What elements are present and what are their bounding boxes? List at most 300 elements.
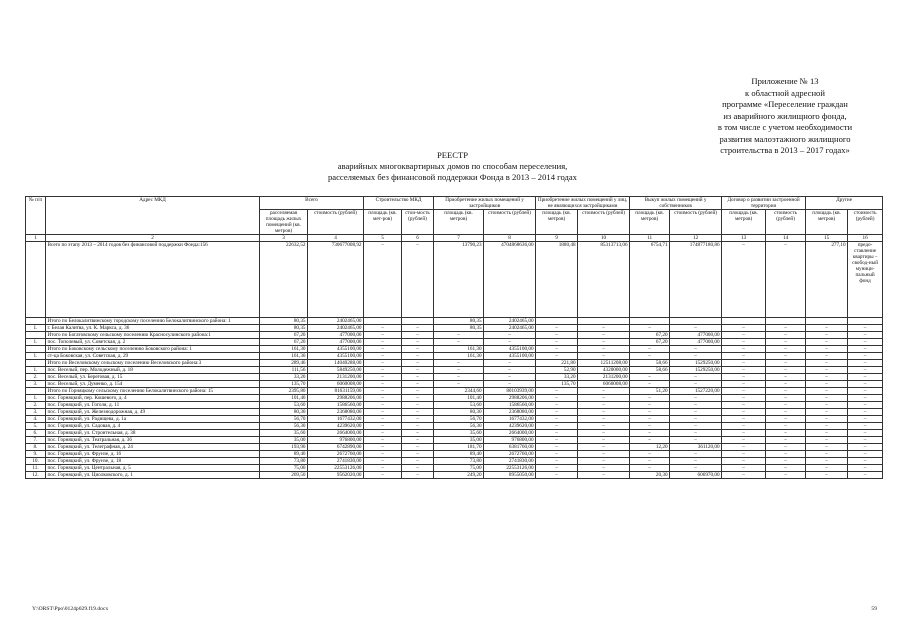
row-address: Итого по Боковскому сельскому поселению Боковского района: 1 [46,346,260,353]
table-cell: – [536,430,578,437]
table-cell: – [848,339,883,346]
table-cell: 1529250,00 [670,360,722,367]
table-cell: 80,35 [434,325,484,332]
table-cell: – [848,416,883,423]
table-cell: – [722,353,766,360]
table-body [26,197,883,479]
table-cell: – [484,367,536,374]
table-cell: – [766,332,806,339]
table-cell: – [722,409,766,416]
table-cell: 13790,23 [434,242,484,318]
table-cell: – [364,409,402,416]
table-cell: 35,60 [260,430,308,437]
header-contract: Договор о развитии застроенной территории [722,197,806,210]
table-cell: – [578,416,630,423]
table-cell [578,318,630,325]
table-cell: – [630,395,670,402]
appendix-line: строительства в 2013 – 2017 годах» [720,145,850,155]
table-cell: – [806,472,848,479]
table-cell: – [806,395,848,402]
table-cell: – [364,353,402,360]
column-number: 6 [402,235,434,242]
table-cell: 606970,00 [670,472,722,479]
table-cell: 477000,00 [308,339,364,346]
row-number [26,360,46,367]
table-cell: – [722,437,766,444]
table-cell: – [434,381,484,388]
table-cell: – [402,346,434,353]
table-cell: – [434,339,484,346]
table-cell: – [402,472,434,479]
table-cell: 53,60 [260,402,308,409]
table-cell: – [722,458,766,465]
table-cell: – [434,360,484,367]
table-cell: – [848,444,883,451]
table-cell: – [670,325,722,332]
table-cell: – [402,242,434,318]
subheader: стоимость (рублей) [308,210,364,235]
column-number: 3 [260,235,308,242]
table-cell: – [536,353,578,360]
table-cell: 2672760,00 [308,451,364,458]
table-cell [402,318,434,325]
table-cell: 976800,00 [308,437,364,444]
table-cell: – [806,325,848,332]
table-cell: 33,20 [536,374,578,381]
column-number: 13 [722,235,766,242]
column-number: 16 [848,235,883,242]
table-cell: – [364,374,402,381]
table-cell: – [536,437,578,444]
table-row [26,339,883,346]
column-number: 10 [578,235,630,242]
table-cell: 4239620,00 [308,423,364,430]
table-cell: – [722,451,766,458]
table-cell: – [806,339,848,346]
table-cell: – [806,353,848,360]
column-numbers-row [26,235,883,242]
row-address: пос. Веселый, ул. Береговая, д. 15 [46,374,260,381]
table-cell: 56,70 [260,416,308,423]
row-number: 12. [26,472,46,479]
table-cell: 58,66 [630,367,670,374]
row-number: 9. [26,451,46,458]
table-cell: 4355100,00 [308,353,364,360]
table-cell: – [806,402,848,409]
table-cell: – [630,451,670,458]
table-cell: 8955050,00 [484,472,536,479]
table-cell: – [536,458,578,465]
header-build: Строительство МКД [364,197,434,210]
row-number: 1. [26,325,46,332]
table-cell: 2988206,00 [308,395,364,402]
table-cell: – [766,444,806,451]
table-cell: 249,20 [434,472,484,479]
table-cell: – [722,374,766,381]
table-cell: – [670,423,722,430]
table-cell: – [848,360,883,367]
table-cell: – [536,346,578,353]
header-total: Всего [260,197,364,210]
table-cell: – [402,395,434,402]
table-cell: – [402,402,434,409]
row-address: ст-ца Боковская, ул. Советская, д. 29 [46,353,260,360]
table-cell: 75,00 [260,465,308,472]
table-cell: 289,46 [260,360,308,367]
table-cell: – [848,409,883,416]
table-cell: – [578,332,630,339]
row-address: Итого по Веселовскому сельскому поселению Веселовского района:3 [46,360,260,367]
table-cell: 161,30 [434,353,484,360]
row-number: 7. [26,437,46,444]
table-cell: – [578,465,630,472]
table-row [26,353,883,360]
table-cell: 161,30 [260,346,308,353]
table-cell: – [536,409,578,416]
table-cell: 6060008,00 [308,381,364,388]
table-cell: 174877180,86 [670,242,722,318]
table-cell: 52,90 [536,367,578,374]
table-cell: 89,40 [260,451,308,458]
table-cell: – [766,346,806,353]
table-cell: – [766,325,806,332]
table-cell: – [806,381,848,388]
row-number: 8. [26,444,46,451]
table-cell: – [848,423,883,430]
table-cell: 2402465,00 [308,318,364,325]
table-cell: – [536,339,578,346]
table-cell: – [630,346,670,353]
table-cell: – [848,437,883,444]
row-address: пос. Горняцкий, ул. Театральная, д. 36 [46,437,260,444]
table-cell: 1527220,00 [670,388,722,395]
table-row [26,332,883,339]
table-cell: – [848,332,883,339]
table-cell [630,318,670,325]
table-cell: – [578,346,630,353]
table-cell: – [806,444,848,451]
table-row [26,430,883,437]
row-address: пос. Горняцкий, ул. Гоголя, д. 11 [46,402,260,409]
table-cell: – [578,430,630,437]
table-cell: – [848,346,883,353]
table-cell: – [630,430,670,437]
table-cell: – [364,423,402,430]
table-cell: 14040288,00 [308,360,364,367]
table-cell: – [402,367,434,374]
subheader: стоимость (рублей) [670,210,722,235]
table-cell: 269,50 [260,472,308,479]
table-cell: 2131200,00 [308,374,364,381]
table-cell: – [806,458,848,465]
table-cell: – [402,409,434,416]
row-number: 2. [26,374,46,381]
table-cell: 58,66 [630,360,670,367]
table-cell: 6742890,00 [308,444,364,451]
table-cell: 67,20 [630,339,670,346]
table-cell: – [402,416,434,423]
row-address: пос. Веселый, ул. Думенко, д. 154 [46,381,260,388]
table-cell: 2395,80 [260,388,308,395]
table-cell: – [670,430,722,437]
row-address: пос. Горняцкий, ул. Садовая, д. 4 [46,423,260,430]
column-number: 9 [536,235,578,242]
table-cell: – [722,381,766,388]
table-cell: 73,80 [260,458,308,465]
table-cell: 5849250,00 [308,367,364,374]
table-cell: – [536,402,578,409]
subheader: расселяемая площадь жилых помещений (кв. метров) [260,210,308,235]
row-number: 5. [26,423,46,430]
table-cell: 22632,52 [260,242,308,318]
row-address: Итого по Богатовскому сельскому поселению Красносулинского района:1 [46,332,260,339]
table-cell: – [766,388,806,395]
table-cell: 277,10 [806,242,848,318]
table-cell: – [402,360,434,367]
row-number [26,346,46,353]
table-cell: – [364,458,402,465]
table-cell: 477000,00 [308,332,364,339]
table-cell: 2344,60 [434,388,484,395]
subheader: площадь (кв. метров) [722,210,766,235]
row-number: 11. [26,465,46,472]
table-cell: 9562020,00 [308,472,364,479]
table-cell: 477000,00 [670,339,722,346]
table-cell: – [484,374,536,381]
table-cell: – [402,339,434,346]
table-cell: – [848,451,883,458]
table-cell: – [578,423,630,430]
table-cell: 73,80 [434,458,484,465]
table-cell: – [578,339,630,346]
table-cell: 2988206,00 [484,395,536,402]
table-cell: – [670,409,722,416]
table-cell: 976800,00 [484,437,536,444]
table-cell: – [402,374,434,381]
table-cell: 1677432,00 [308,416,364,423]
table-cell [722,318,766,325]
table-cell: – [806,409,848,416]
table-cell: 101,40 [434,395,484,402]
table-cell: – [806,346,848,353]
row-address: пос. Горняцкий, ул. Фрунзе, д. 18 [46,458,260,465]
heading-line: расселяемых без финансовой поддержки Фонда в 2013 – 2014 годах [328,172,577,182]
table-cell: – [364,332,402,339]
table-cell: – [806,388,848,395]
header-buyout: Выкуп жилых помещений у собственников [630,197,722,210]
table-cell: 80,35 [434,318,484,325]
appendix-block [690,76,880,157]
table-cell: – [536,465,578,472]
header-address: Адрес МКД [46,197,260,235]
table-cell: – [806,416,848,423]
row-number [26,332,46,339]
table-cell: 161,30 [260,353,308,360]
table-cell: – [402,430,434,437]
row-address: пос. Веселый, пер. Молодежный, д. 18 [46,367,260,374]
table-cell: – [848,395,883,402]
subheader: стои-мость (рублей) [402,210,434,235]
table-cell: – [630,458,670,465]
table-row [26,318,883,325]
table-cell [536,318,578,325]
table-cell: – [630,409,670,416]
table-cell: – [722,325,766,332]
table-cell: 56,30 [434,423,484,430]
table-cell: 4320000,00 [578,367,630,374]
table-cell: – [484,332,536,339]
row-number: 10. [26,458,46,465]
table-cell: – [806,465,848,472]
table-cell: 80,35 [260,325,308,332]
subheader: площадь (кв. мет-ров) [364,210,402,235]
table-row [26,402,883,409]
subheader: стоимость (рублей) [484,210,536,235]
column-number: 7 [434,235,484,242]
table-cell: – [484,360,536,367]
column-number: 1 [26,235,46,242]
table-cell: – [578,444,630,451]
table-cell: – [670,346,722,353]
table-cell: – [670,353,722,360]
table-cell: – [536,332,578,339]
row-address: пос. Горняцкий, ул. Железнодорожная, д. 49 [46,409,260,416]
table-row [26,416,883,423]
subheader: площадь (кв. метров) [434,210,484,235]
row-number: 1. [26,367,46,374]
table-cell: – [630,353,670,360]
table-cell: – [536,325,578,332]
table-cell: 12,20 [630,444,670,451]
table-cell: 53,60 [434,402,484,409]
table-cell: – [806,367,848,374]
row-address: пос. Горняцкий, ул. Строительная, д. 38 [46,430,260,437]
row-number: 1. [26,395,46,402]
table-cell: – [364,430,402,437]
table-cell: – [578,409,630,416]
table-cell: – [848,353,883,360]
table-cell: – [578,388,630,395]
table-cell: – [364,242,402,318]
table-cell: – [402,465,434,472]
table-cell: – [806,437,848,444]
table-cell: – [630,374,670,381]
table-cell: – [766,472,806,479]
row-address: пос. Тополевый, ул. Советская, д. 2 [46,339,260,346]
table-cell: – [364,339,402,346]
table-cell: – [536,444,578,451]
table-row [26,325,883,332]
row-number: 3. [26,381,46,388]
column-number: 8 [484,235,536,242]
row-number [26,242,46,318]
table-cell: – [630,465,670,472]
header-purchase-other: Приобретение жилых помещений у лиц, не являющихся застройщиками [536,197,630,210]
row-number: 3. [26,409,46,416]
table-cell: – [848,472,883,479]
table-cell: 2402465,00 [484,318,536,325]
table-cell: – [766,416,806,423]
column-number: 5 [364,235,402,242]
table-cell: – [722,430,766,437]
table-cell: 193,90 [260,444,308,451]
table-cell: – [670,381,722,388]
table-cell: – [806,423,848,430]
table-cell: – [364,395,402,402]
table-cell: 4355100,00 [308,346,364,353]
table-cell: – [806,451,848,458]
table-cell: – [766,339,806,346]
table-cell: – [670,465,722,472]
table-row [26,381,883,388]
table-cell: 67,20 [260,339,308,346]
table-cell: – [364,346,402,353]
table-cell: – [402,325,434,332]
subheader: площадь (кв. метров) [630,210,670,235]
table-cell: 730677008,92 [308,242,364,318]
table-cell: 35,00 [434,437,484,444]
table-cell: – [722,402,766,409]
table-cell: – [364,416,402,423]
table-cell: – [848,388,883,395]
table-cell: – [766,360,806,367]
table-cell: 35,00 [260,437,308,444]
table-cell: 1586560,00 [308,402,364,409]
table-cell: 135,70 [260,381,308,388]
registry-table [25,196,883,479]
table-row [26,409,883,416]
table-cell: 2368080,00 [484,409,536,416]
table-cell: 221,80 [536,360,578,367]
heading-title: РЕЕСТР [436,150,469,160]
table-cell: – [766,451,806,458]
table-cell: – [722,332,766,339]
table-cell: – [806,360,848,367]
table-cell: – [670,458,722,465]
table-row [26,346,883,353]
table-cell: – [848,367,883,374]
table-row [26,465,883,472]
table-cell: – [402,381,434,388]
table-row [26,451,883,458]
table-cell: 2402465,00 [484,325,536,332]
table-cell: 135,70 [536,381,578,388]
table-cell: предо-ставление квартиры – свобод-ный муници-пальный фонд [848,242,883,318]
table-cell: 80,30 [434,409,484,416]
table-cell: – [364,367,402,374]
table-cell: – [364,444,402,451]
table-cell: – [364,388,402,395]
table-cell: – [766,381,806,388]
table-cell: 101,40 [260,395,308,402]
table-cell: 4704868636,00 [484,242,536,318]
table-cell: – [364,402,402,409]
subheader: стоимость (рублей) [578,210,630,235]
table-cell: 2131200,00 [578,374,630,381]
table-cell: 2402465,00 [308,325,364,332]
table-cell: – [766,437,806,444]
table-cell: – [364,451,402,458]
table-cell: – [722,388,766,395]
table-cell: – [578,395,630,402]
table-row [26,458,883,465]
table-cell: 477000,00 [670,332,722,339]
table-cell: – [578,451,630,458]
table-cell: – [670,402,722,409]
column-number: 15 [806,235,848,242]
table-cell [364,318,402,325]
header-other: Другие [806,197,883,210]
